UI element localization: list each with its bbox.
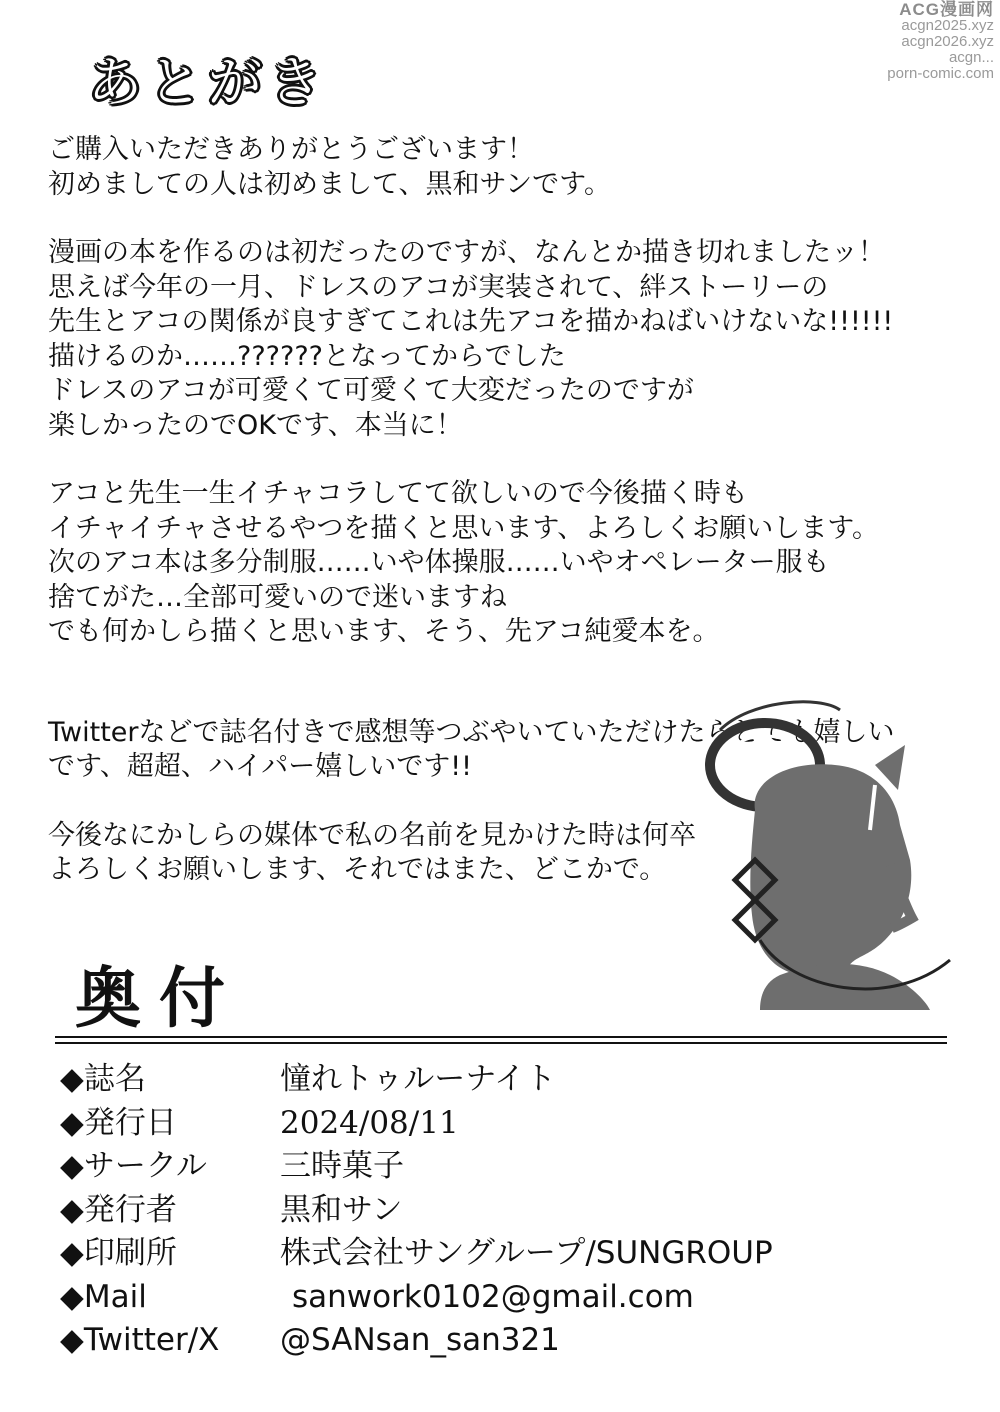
- text-line: よろしくお願いします、それではまた、どこかで。: [48, 854, 667, 885]
- text-line: 次のアコ本は多分制服……いや体操服……いやオペレーター服も: [48, 547, 830, 578]
- divider: [55, 1036, 947, 1038]
- text-line: 描けるのか……??????となってからでした: [48, 340, 566, 372]
- divider: [55, 1042, 947, 1044]
- text-line: 先生とアコの関係が良すぎてこれは先アコを描かねばいけないな!!!!!!: [48, 306, 894, 337]
- afterword-paragraph: [48, 477, 968, 650]
- watermark-line: acgn2025.xyz: [901, 17, 994, 34]
- text-line: でも何かしら描くと思います、そう、先アコ純愛本を。: [48, 616, 720, 647]
- colophon-label: ◆誌名: [60, 1061, 146, 1097]
- watermark-line: acgn...: [948, 49, 994, 66]
- text-line: 漫画の本を作るのは初だったのですが、なんとか描き切れましたッ！: [48, 237, 885, 268]
- colophon-label: ◆印刷所: [60, 1235, 177, 1271]
- text-line: ご購入いただきありがとうございます！: [48, 134, 534, 165]
- colophon-mail-value: sanwork0102@gmail.com: [292, 1278, 694, 1315]
- colophon-label: ◆Mail: [60, 1278, 147, 1315]
- colophon-value: 三時菓子: [280, 1148, 404, 1184]
- colophon-label: ◆発行者: [60, 1191, 177, 1228]
- text-line: 初めましての人は初めまして、黒和サンです。: [48, 168, 611, 200]
- watermark: [887, 2, 994, 82]
- text-line: Twitterなどで誌名付きで感想等つぶやいていただけたらとても嬉しい: [48, 716, 895, 748]
- character-silhouette-illustration: [660, 690, 960, 1020]
- colophon-row: [50, 1145, 970, 1189]
- text-line: 思えば今年の一月、ドレスのアコが実装されて、絆ストーリーの: [48, 271, 829, 303]
- colophon-value: 憧れトゥルーナイト: [280, 1061, 557, 1097]
- afterword-paragraph: [48, 236, 968, 443]
- text-line: イチャイチャさせるやつを描くと思います、よろしくお願いします。: [48, 512, 880, 544]
- watermark-line: acgn2026.xyz: [901, 33, 994, 50]
- watermark-brand: ACG漫画网: [899, 0, 994, 19]
- colophon-label: ◆Twitter/X: [60, 1322, 220, 1358]
- colophon-label: ◆発行日: [60, 1104, 177, 1141]
- colophon-value: 株式会社サングループ/SUNGROUP: [280, 1235, 773, 1271]
- text-line: アコと先生一生イチャコラしてて欲しいので今後描く時も: [48, 478, 748, 509]
- afterword-title: あとがき: [88, 51, 328, 114]
- colophon-row: [50, 1189, 970, 1233]
- colophon-row: [50, 1102, 970, 1146]
- text-line: 今後なにかしらの媒体で私の名前を見かけた時は何卒: [48, 819, 696, 851]
- colophon-row: [50, 1319, 970, 1363]
- colophon-row: [50, 1232, 970, 1276]
- colophon-title: 奥付: [75, 960, 243, 1037]
- colophon-label: ◆サークル: [60, 1148, 207, 1184]
- text-line: 楽しかったのでOKです、本当に！: [48, 409, 463, 441]
- text-line: 捨てがた…全部可愛いので迷いますね: [48, 581, 507, 613]
- colophon-table: [50, 1058, 970, 1363]
- colophon-row: [50, 1058, 970, 1102]
- text-line: ドレスのアコが可愛くて可愛くて大変だったのですが: [48, 375, 694, 406]
- colophon-value: 黒和サン: [280, 1191, 403, 1228]
- watermark-line: porn-comic.com: [887, 65, 994, 82]
- colophon-value: 2024/08/11: [280, 1104, 459, 1141]
- colophon-row: [50, 1276, 970, 1320]
- text-line: です、超超、ハイパー嬉しいです!!: [48, 751, 472, 782]
- colophon-twitter-value: @SANsan_san321: [280, 1322, 560, 1358]
- afterword-paragraph: [48, 133, 968, 202]
